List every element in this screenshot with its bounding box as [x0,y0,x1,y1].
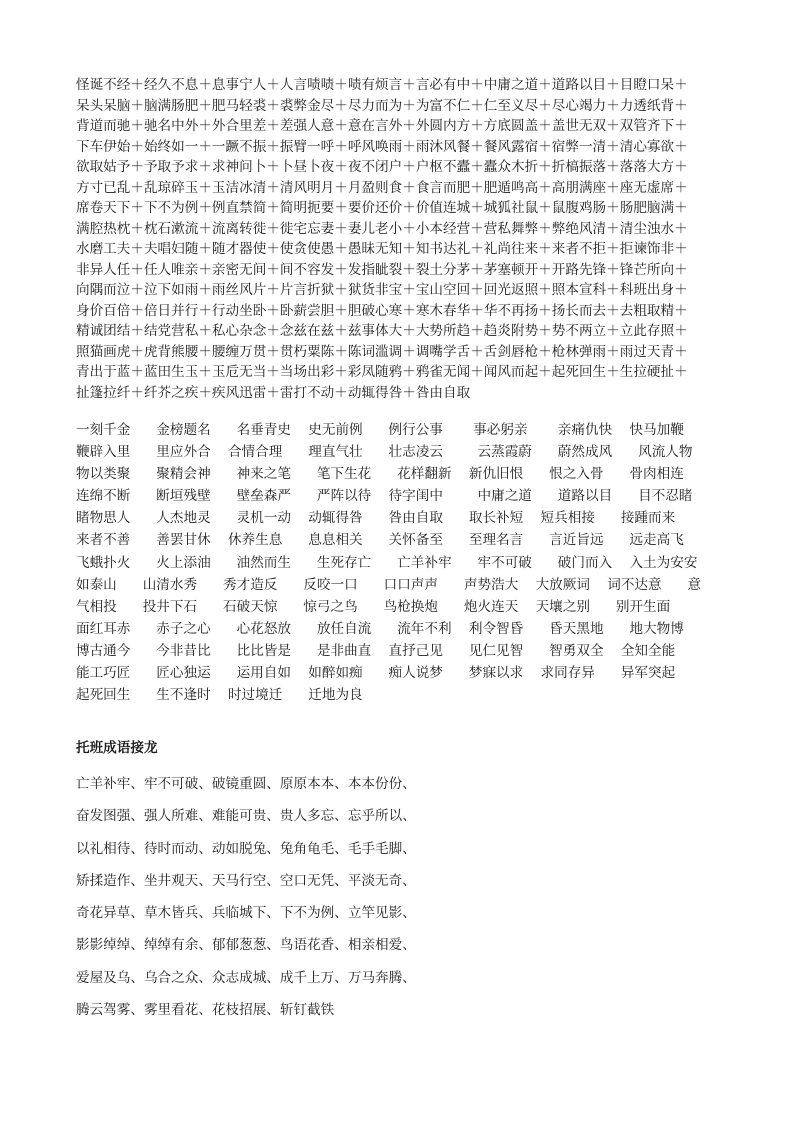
idiom-grid-line: 睹物思人 人杰地灵 灵机一动 动辄得咎 咎由自取 取长补短 短兵相接 接踵而来 [76,510,676,527]
idiom-chain-line: 青出于蓝＋蓝田生玉＋玉卮无当＋当场出彩＋彩凤随鸦＋鸦雀无闻＋闻风而起＋起死回生＋生拉硬扯＋ [76,364,688,380]
idiom-grid-line: 鞭辟入里 里应外合 合情合理 理直气壮 壮志凌云 云蒸霞蔚 蔚然成风 风流人物 [76,444,693,461]
idiom-grid-line: 一刻千金 金榜题名 名垂青史 史无前例 例行公事 事必躬亲 亲痛仇快 快马加鞭 [76,422,684,438]
chain-list-line: 奋发图强、强人所难、难能可贵、贵人多忘、忘乎所以、 [76,808,416,825]
idiom-chain-paragraph [76,75,726,403]
chain-list-line: 矫揉造作、坐井观天、天马行空、空口无凭、平淡无奇、 [76,872,416,889]
idiom-chain-line: 满腔热枕＋枕石漱流＋流离转徙＋徙宅忘妻＋妻儿老小＋小本经营＋营私舞弊＋弊绝风清＋清尘浊水＋ [76,220,688,237]
idiom-grid-line: 飞蛾扑火 火上添油 油然而生 生死存亡 亡羊补牢 牢不可破 破门而入 入土为安安 [76,554,698,571]
chain-list-line: 腾云驾雾、雾里看花、花枝招展、斩钉截铁 [76,1002,335,1019]
idiom-chain-line: 照猫画虎＋虎背熊腰＋腰缠万贯＋贯朽粟陈＋陈词滥调＋调嘴学舌＋舌剑唇枪＋枪林弹雨＋雨过天青＋ [76,343,688,360]
idiom-grid-line: 起死回生 生不逢时 时过境迁 迁地为良 [76,687,363,704]
idiom-chain-line: 水磨工夫＋夫唱妇随＋随才器使＋使贪使愚＋愚昧无知＋知书达礼＋礼尚往来＋来者不拒＋拒谏饰非＋ [76,241,688,257]
idiom-chain-line: 怪诞不经＋经久不息＋息事宁人＋人言啧啧＋啧有烦言＋言必有中＋中庸之道＋道路以目＋目瞪口呆＋ [76,77,688,93]
idiom-chain-line: 席卷天下＋下不为例＋例直禁简＋简明扼要＋要价还价＋价值连城＋城狐社鼠＋鼠腹鸡肠＋肠肥脑满＋ [76,200,688,216]
idiom-chain-line: 下车伊始＋始终如一＋一蹶不振＋振臂一呼＋呼风唤雨＋雨沐风餐＋餐风露宿＋宿弊一清＋清心寡欲＋ [76,138,688,155]
idiom-chain-line: 身价百倍＋倍日并行＋行动坐卧＋卧薪尝胆＋胆破心寒＋寒木春华＋华不再扬＋扬长而去＋去粗取精＋ [76,302,688,319]
idiom-chain-line: 方寸已乱＋乱琼碎玉＋玉洁冰清＋清风明月＋月盈则食＋食言而肥＋肥遁鸣高＋高朋满座＋座无虚席＋ [76,179,688,196]
idiom-chain-line: 呆头呆脑＋脑满肠肥＋肥马轻裘＋裘弊金尽＋尽力而为＋为富不仁＋仁至义尽＋尽心竭力＋力透纸背＋ [76,97,688,114]
section-heading: 托班成语接龙 [76,740,158,756]
idiom-grid-line: 博古通今 今非昔比 比比皆是 是非曲直 直抒己见 见仁见智 智勇双全 全知全能 [76,642,676,659]
idiom-chain-list [76,768,726,1026]
chain-list-line: 以礼相待、待时而动、动如脱兔、兔角龟毛、毛手毛脚、 [76,840,416,857]
chain-list-line: 影影绰绰、绰绰有余、郁郁葱葱、鸟语花香、相亲相爱、 [76,937,416,954]
idiom-grid-paragraph [76,419,726,706]
idiom-grid-line: 能工巧匠 匠心独运 运用自如 如醉如痴 痴人说梦 梦寐以求 求同存异 异军突起 [76,665,676,682]
chain-list-line: 爱屋及乌、乌合之众、众志成城、成千上万、万马奔腾、 [76,969,416,986]
idiom-chain-line: 欲取姑予＋予取予求＋求神问卜＋卜昼卜夜＋夜不闭户＋户枢不蠹＋蠹众木折＋折槁振落＋落落大方＋ [76,159,688,175]
idiom-chain-line: 非异人任＋任人唯亲＋亲密无间＋间不容发＋发指眦裂＋裂土分茅＋茅塞顿开＋开路先锋＋锋芒所向＋ [76,261,688,278]
idiom-grid-line: 来者不善 善罢甘休 休养生息 息息相关 关怀备至 至理名言 言近旨远 远走高飞 [76,532,684,549]
idiom-chain-line: 背道而驰＋驰名中外＋外合里差＋差强人意＋意在言外＋外圆内方＋方底圆盖＋盖世无双＋双管齐下＋ [76,118,688,134]
chain-list-line: 亡羊补牢、牢不可破、破镜重圆、原原本本、本本份份、 [76,776,416,792]
idiom-grid-line: 连绵不断 断垣残壁 壁垒森严 严阵以待 待字闺中 中庸之道 道路以目 目不忍睹 [76,488,693,505]
idiom-grid-line: 物以类聚 聚精会神 神来之笔 笔下生花 花样翻新 新仇旧恨 恨之入骨 骨肉相连 [76,466,684,483]
chain-list-line: 奇花异草、草木皆兵、兵临城下、下不为例、立竿见影、 [76,905,416,922]
idiom-chain-line: 向隅而泣＋泣下如雨＋雨丝风片＋片言折狱＋狱货非宝＋宝山空回＋回光返照＋照本宣科＋科班出身＋ [76,282,688,298]
idiom-grid-line: 气相投 投井下石 石破天惊 惊弓之鸟 鸟枪换炮 炮火连天 天壤之别 别开生面 [76,598,671,615]
idiom-grid-line: 如泰山 山清水秀 秀才造反 反咬一口 口口声声 声势浩大 大放厥词 词不达意 意 [76,576,702,593]
idiom-chain-line: 精诚团结＋结党营私＋私心杂念＋念兹在兹＋兹事体大＋大势所趋＋趋炎附势＋势不两立＋立此存照＋ [76,323,688,339]
idiom-chain-line: 扯篷拉纤＋纤芥之疾＋疾风迅雷＋雷打不动＋动辄得咎＋咎由自取 [76,384,471,401]
idiom-grid-line: 面红耳赤 赤子之心 心花怒放 放任自流 流年不利 利令智昏 昏天黑地 地大物博 [76,620,684,637]
